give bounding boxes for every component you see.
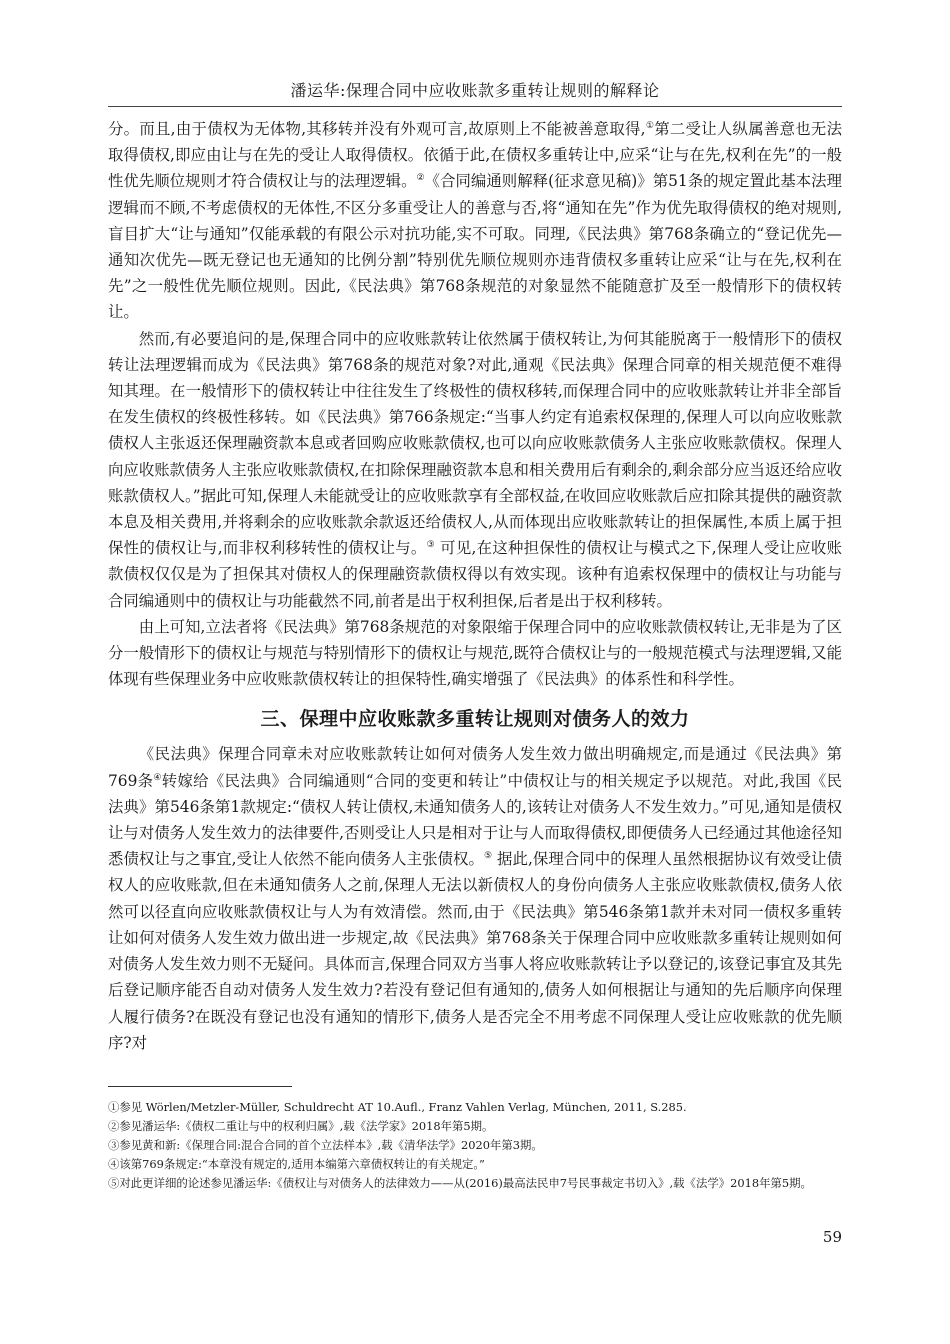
running-header: 潘运华:保理合同中应收账款多重转让规则的解释论 bbox=[290, 81, 660, 100]
footnotes bbox=[108, 1098, 842, 1193]
paragraph-2: 然而,有必要追问的是,保理合同中的应收账款转让依然属于债权转让,为何其能脱离于一般情形下的债权转让法理逻辑而成为《民法典》第768条的规范对象?对此,通观《民法典》保理合同章的相关规范便不难得知其理。在一般情形下的债权转让中往往发生了终极性的债权移转,而保理合同中的应收账款转让并非全部旨在发生债权的终极性移转。如《民法典》第766条规定:“当事人约定有追索权保理的,保理人可以向应收账款债权人主张返还保理融资款本息或者回购应收账款债权,也可以向应收账款债务人主张应收账款债权。保理人向应收账款债务人主张应收账款债权,在扣除保理融资款本息和相关费用后有剩余的,剩余部分应当返还给应收账款债权人。”据此可知,保理人未能就受让的应收账款享有全部权益,在收回应收账款后应扣除其提供的融资款本息及相关费用,并将剩余的应收账款余款返还给债权人,从而体现出应收账款转让的担保属性,本质上属于担保性的债权让与,而非权利移转性的债权让与。③ 可见,在这种担保性的债权让与模式之下,保理人受让应收账款债权仅仅是为了担保其对债权人的保理融资款债权得以有效实现。该种有追索权保理中的债权让与功能与合同编通则中的债权让与功能截然不同,前者是出于权利担保,后者是出于权利移转。 bbox=[108, 329, 842, 610]
paragraph-4: 《民法典》保理合同章未对应收账款转让如何对债务人发生效力做出明确规定,而是通过《民法典》第769条④转嫁给《民法典》合同编通则“合同的变更和转让”中债权让与的相关规定予以规范。对此,我国《民法典》第546条第1款规定:“债权人转让债权,未通知债务人的,该转让对债务人不发生效力。”可见,通知是债权让与对债务人发生效力的法律要件,否则受让人只是相对于让与人而取得债权,即便债务人已经通过其他途径知悉债权让与之事宜,受让人依然不能向债务人主张债权。⑤ 据此,保理合同中的保理人虽然根据协议有效受让债权人的应收账款,但在未通知债务人之前,保理人无法以新债权人的身份向债务人主张应收账款债权,债务人依然可以径直向应收账款债权让与人为有效清偿。然而,由于《民法典》第546条第1款并未对同一债权多重转让如何对债务人发生效力做出进一步规定,故《民法典》第768条关于保理合同中应收账款多重转让规则如何对债务人发生效力则不无疑问。具体而言,保理合同双方当事人将应收账款转让予以登记的,该登记事宜及其先后登记顺序能否自动对债务人发生效力?若没有登记但有通知的,债务人如何根据让与通知的先后顺序向保理人履行债务?在既没有登记也没有通知的情形下,债务人是否完全不用考虑不同保理人受让应收账款的优先顺序?对 bbox=[108, 745, 842, 1052]
footnote-3: ③参见黄和新:《保理合同:混合合同的首个立法样本》,载《清华法学》2020年第3期。 bbox=[108, 1138, 543, 1152]
paragraph-1: 分。而且,由于债权为无体物,其移转并没有外观可言,故原则上不能被善意取得,①第二受让人纵属善意也无法取得债权,即应由让与在先的受让人取得债权。依循于此,在债权多重转让中,应采“让与在先,权利在先”的一般性优先顺位规则才符合债权让与的法理逻辑。②《合同编通则解释(征求意见稿)》第51条的规定置此基本法理逻辑而不顾,不考虑债权的无体性,不区分多重受让人的善意与否,将“通知在先”作为优先取得债权的绝对规则,盲目扩大“让与通知”仅能承载的有限公示对抗功能,实不可取。同理,《民法典》第768条确立的“登记优先—通知次优先—既无登记也无通知的比例分割”特别优先顺位规则亦违背债权多重转让应采“让与在先,权利在先”之一般性优先顺位规则。因此,《民法典》第768条规范的对象显然不能随意扩及至一般情形下的债权转让。 bbox=[108, 120, 842, 322]
footnote-1: ①参见 Wörlen/Metzler-Müller, Schuldrecht AT 10.Aufl., Franz Vahlen Verlag, München, 2011, S.285. bbox=[108, 1100, 687, 1114]
footnote-ref-1[interactable]: ① bbox=[645, 120, 655, 131]
footnote-5: ⑤对此更详细的论述参见潘运华:《债权让与对债务人的法律效力——从(2016)最高法民申7号民事裁定书切入》,载《法学》2018年第5期。 bbox=[108, 1176, 812, 1190]
page-number: 59 bbox=[822, 1228, 842, 1246]
footnote-2: ②参见潘运华:《债权二重让与中的权利归属》,载《法学家》2018年第5期。 bbox=[108, 1119, 494, 1133]
main-text bbox=[108, 116, 842, 1056]
footnote-ref-5[interactable]: ⑤ bbox=[483, 851, 493, 862]
footnote-rule bbox=[108, 1086, 292, 1087]
section-heading: 三、保理中应收账款多重转让规则对债务人的效力 bbox=[260, 708, 690, 731]
header-rule bbox=[108, 106, 842, 107]
paragraph-3: 由上可知,立法者将《民法典》第768条规范的对象限缩于保理合同中的应收账款债权转让,无非是为了区分一般情形下的债权让与规范与特别情形下的债权让与规范,既符合债权让与的一般规范模式与法理逻辑,又能体现有些保理业务中应收账款债权转让的担保特性,确实增强了《民法典》的体系性和科学性。 bbox=[108, 617, 842, 689]
footnote-ref-2[interactable]: ② bbox=[416, 173, 425, 184]
footnote-4: ④该第769条规定:“本章没有规定的,适用本编第六章债权转让的有关规定。” bbox=[108, 1157, 485, 1171]
footnote-ref-4[interactable]: ④ bbox=[153, 772, 162, 783]
footnote-ref-3[interactable]: ③ bbox=[426, 540, 435, 551]
